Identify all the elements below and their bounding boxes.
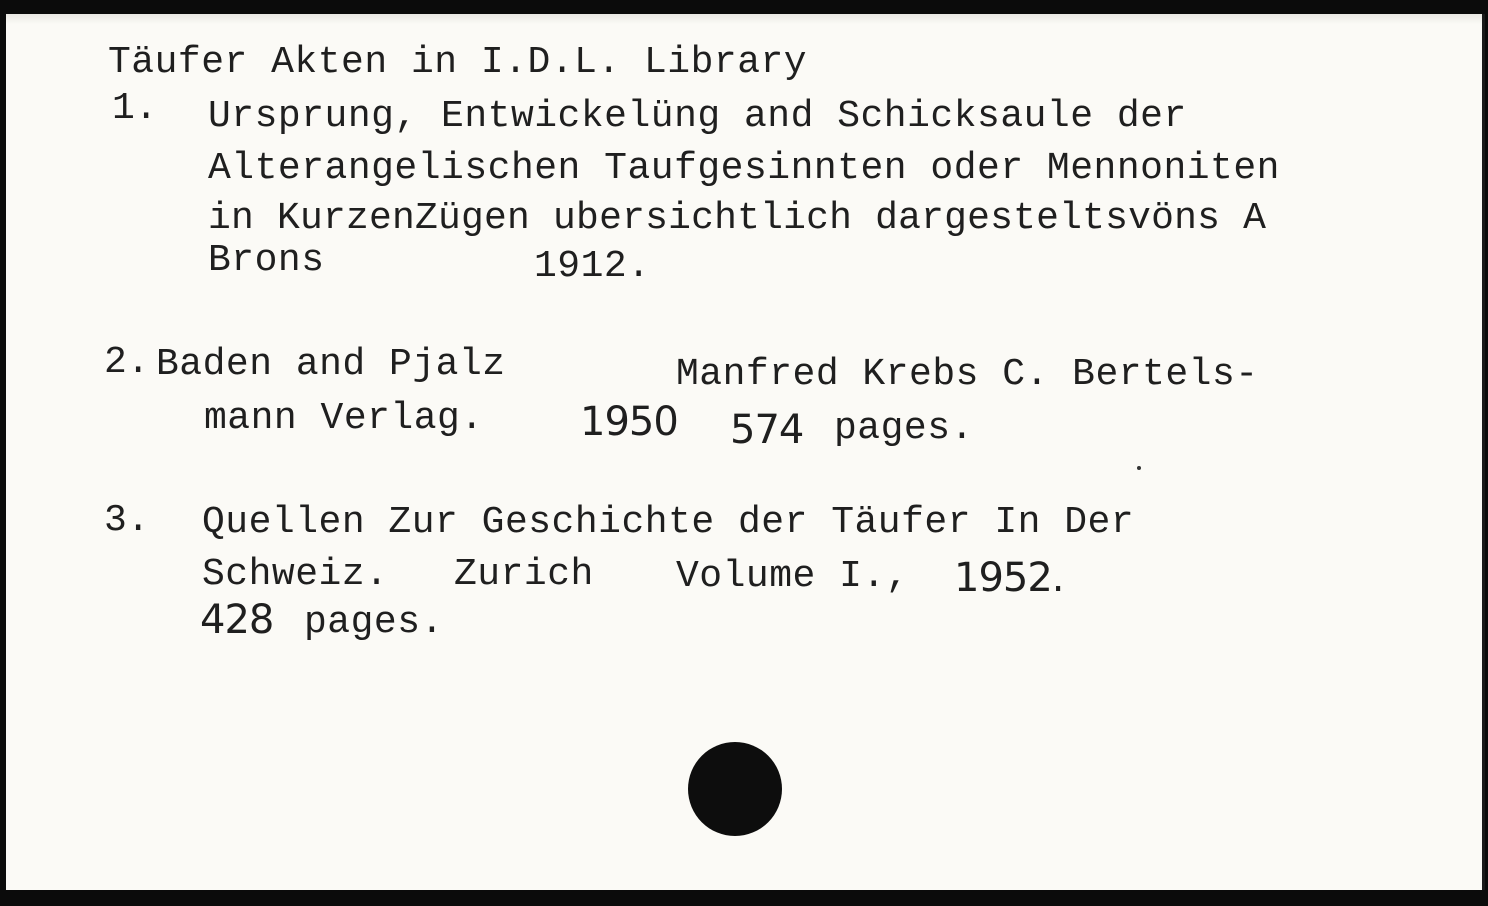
entry-3-line-2b: Zurich (454, 553, 594, 596)
entry-2-title: Baden and Pjalz (156, 343, 506, 386)
entry-1-number: 1. (112, 87, 158, 130)
card-title: Täufer Akten in I.D.L. Library (108, 41, 808, 84)
entry-3-line-1: Quellen Zur Geschichte der Täufer In Der (202, 501, 1135, 544)
entry-2-year: 1950 (580, 399, 678, 445)
entry-2-publisher-line-1: Manfred Krebs C. Bertels- (676, 353, 1259, 396)
entry-3-line-2c: Volume I., (676, 555, 910, 598)
entry-3-line-2a: Schweiz. (202, 553, 389, 596)
entry-1-line-3: in KurzenZügen ubersichtlich dargesteltsvöns A (208, 197, 1267, 240)
punch-hole (688, 742, 782, 836)
entry-2-pages-label: pages. (834, 407, 974, 450)
entry-3-year: 1952. (954, 555, 1064, 601)
entry-1-line-1: Ursprung, Entwickelüng and Schicksaule der (208, 95, 1187, 138)
entry-3-number: 3. (104, 499, 150, 542)
card-top-edge (6, 14, 1482, 24)
entry-1-line-4: Brons (208, 239, 325, 282)
entry-3-pages-label: pages. (304, 601, 444, 644)
entry-1-year: 1912. (534, 245, 651, 288)
entry-3-pages-count: 428 (200, 597, 274, 643)
entry-2-number: 2. (104, 341, 150, 384)
ink-speck (1137, 466, 1141, 470)
entry-2-publisher-line-2: mann Verlag. (204, 397, 484, 440)
entry-1-line-2: Alterangelischen Taufgesinnten oder Mennoniten (208, 147, 1280, 190)
entry-2-pages-count: 574 (730, 407, 804, 453)
